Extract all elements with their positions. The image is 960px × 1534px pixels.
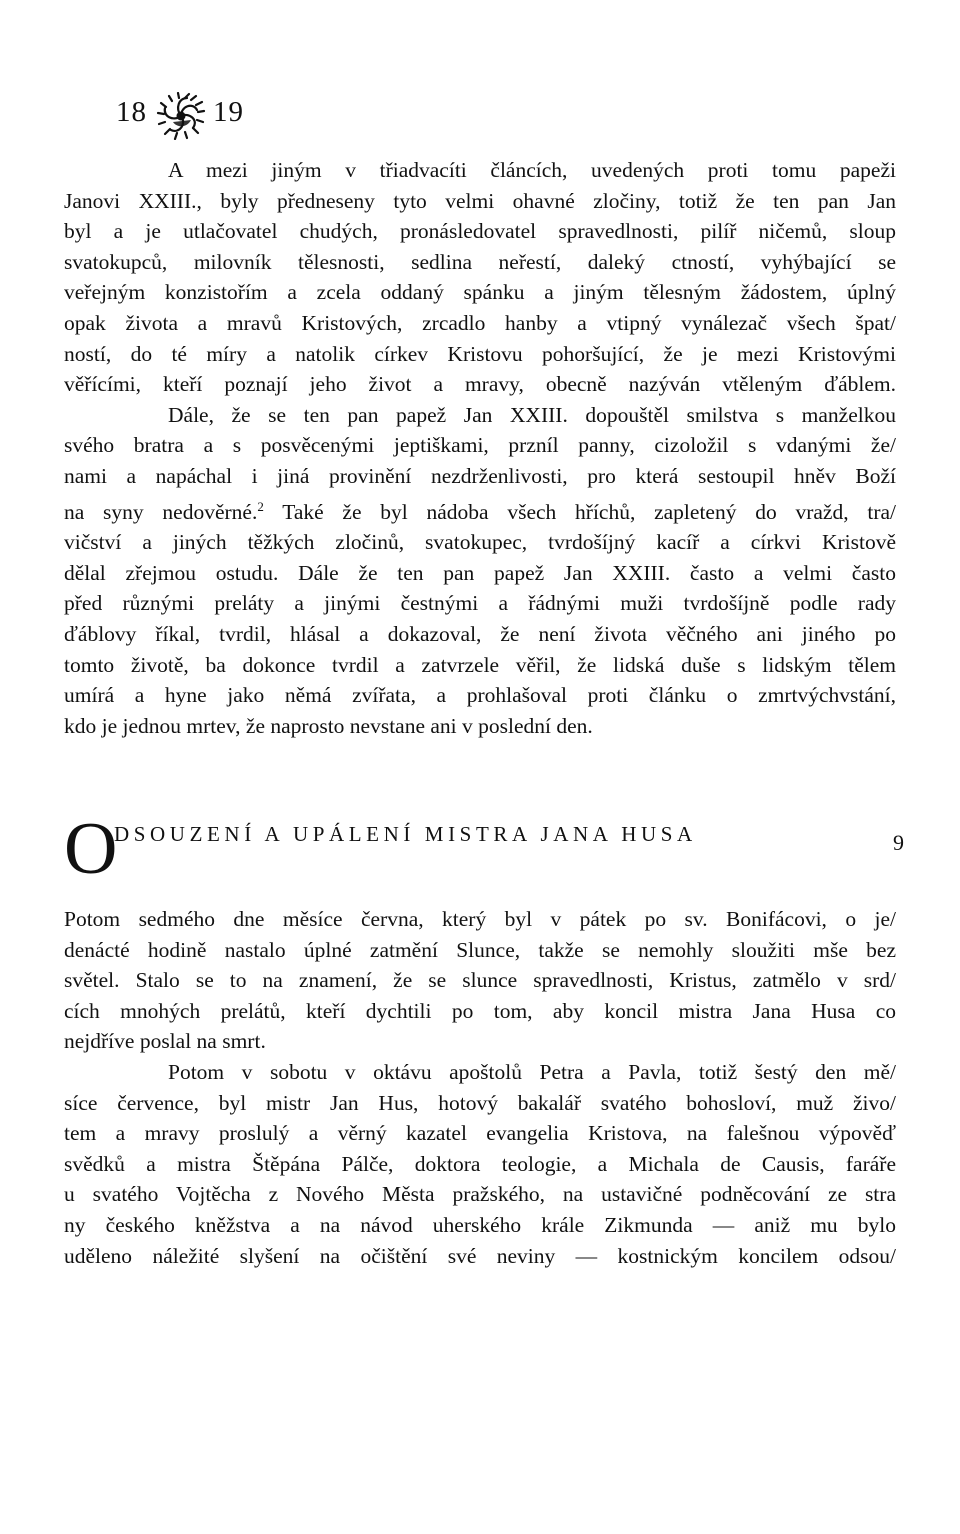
page-header	[116, 88, 244, 136]
text-line: umírá a hyne jako němá zvířata, a prohlašoval proti článku o zmrtvýchvstání,	[64, 683, 896, 708]
text-line: svého bratra a s posvěcenými jeptiškami, przníl panny, cizoložil s vdanými že/	[64, 433, 896, 458]
text-line: byl a je utlačovatel chudých, pronásledovatel spravedlnosti, pilíř ničemů, sloup	[64, 219, 896, 244]
text-line: denácté hodině nastalo úplné zatmění Slunce, takže se nemohly sloužiti mše bez	[64, 937, 896, 962]
text-line-with-footnote	[64, 492, 896, 528]
text-line: uděleno náležité slyšení na očištění své neviny — kostnickým koncilem odsou/	[64, 1243, 896, 1268]
text-line: opak života a mravů Kristových, zrcadlo hanby a vtipný vynálezač všech špat/	[64, 310, 896, 335]
text-line: cích mnohých prelátů, kteří dychtili po tom, aby koncil mistra Jana Husa co	[64, 998, 896, 1023]
text-line: svatokupců, milovník tělesnosti, sedlina neřestí, daleký ctností, vyhýbající se	[64, 249, 896, 274]
chapter-heading	[64, 808, 904, 892]
text-line: u svatého Vojtěcha z Nového Města pražského, na ustavičné podněcování ze stra	[64, 1182, 896, 1207]
text-line: světel. Stalo se to na znamení, že se slunce spravedlnosti, Kristus, zatmělo v srd/	[64, 968, 896, 993]
text-line: Dále, že se ten pan papež Jan XXIII. dopouštěl smilstva s manželkou	[168, 402, 896, 427]
text-line: A mezi jiným v třiadvacíti článcích, uvedených proti tomu papeži	[168, 158, 896, 182]
text-line: svědků a mistra Štěpána Pálče, doktora teologie, a Michala de Causis, faráře	[64, 1151, 896, 1176]
year-start: 18	[116, 95, 147, 128]
text-line: tomto životě, ba dokonce tvrdil a zatvrzele věřil, že lidská duše s lidským tělem	[64, 652, 896, 677]
text-line: veřejným konzistořím a zcela oddaný spánku a jiným tělesným žádostem, úplný	[64, 280, 896, 305]
text-line: ny českého kněžstva a na návod uherského krále Zikmunda — aniž mu bylo	[64, 1212, 896, 1237]
section2-text	[64, 904, 896, 1271]
text-fragment: Také že byl nádoba všech hříchů, zapletený do vražd, tra/	[263, 499, 896, 524]
text-line: síce července, byl mistr Jan Hus, hotový bakalář svatého bohosloví, muž živo/	[64, 1090, 896, 1115]
text-line: dělal zřejmou ostudu. Dále že ten pan papež Jan XXIII. často a velmi často	[64, 560, 896, 585]
chapter-title: DSOUZENÍ A UPÁLENÍ MISTRA JANA HUSA	[114, 822, 697, 846]
text-line: nami a napáchal i jiná provinění nezdrženlivosti, pro která sestoupil hněv Boží	[64, 463, 896, 488]
text-line: Janovi XXIII., byly předneseny tyto velmi ohavné zločiny, totiž že ten pan Jan	[64, 188, 896, 213]
text-line: věřícími, kteří poznají jeho život a mravy, obecně nazýván vtěleným ďáblem.	[64, 372, 896, 397]
text-fragment: na syny nedověrné.	[64, 499, 258, 524]
chapter-number: 9	[893, 830, 904, 855]
drop-cap: O	[64, 808, 118, 890]
text-line: tem a mravy proslulý a věrný kazatel evangelia Kristova, na falešnou výpověď	[64, 1121, 896, 1146]
section1-text	[64, 155, 896, 741]
text-line: ďáblovy říkal, tvrdil, hlásal a dokazoval, že není života věčného ani jiného po	[64, 621, 896, 646]
text-line: před různými preláty a jinými čestnými a řádnými muži tvrdošíjně podle rady	[64, 591, 896, 616]
year-end: 19	[213, 95, 244, 128]
text-line: nejdříve poslal na smrt.	[64, 1029, 266, 1054]
text-line: Potom sedmého dne měsíce června, který byl v pátek po sv. Bonifácovi, o je/	[64, 907, 896, 931]
text-line: ností, do té míry a natolik církev Kristovu pohoršující, že je mezi Kristovými	[64, 341, 896, 366]
text-line: vičství a jiných těžkých zločinů, svatokupec, tvrdošíjný kacíř a církvi Kristově	[64, 530, 896, 555]
footnote-mark: 2	[257, 498, 264, 514]
text-line: Potom v sobotu v oktávu apoštolů Petra a Pavla, totiž šestý den mě/	[168, 1059, 896, 1084]
spiral-rosette-icon	[155, 92, 207, 140]
text-line: kdo je jednou mrtev, že naprosto nevstane ani v poslední den.	[64, 713, 593, 738]
